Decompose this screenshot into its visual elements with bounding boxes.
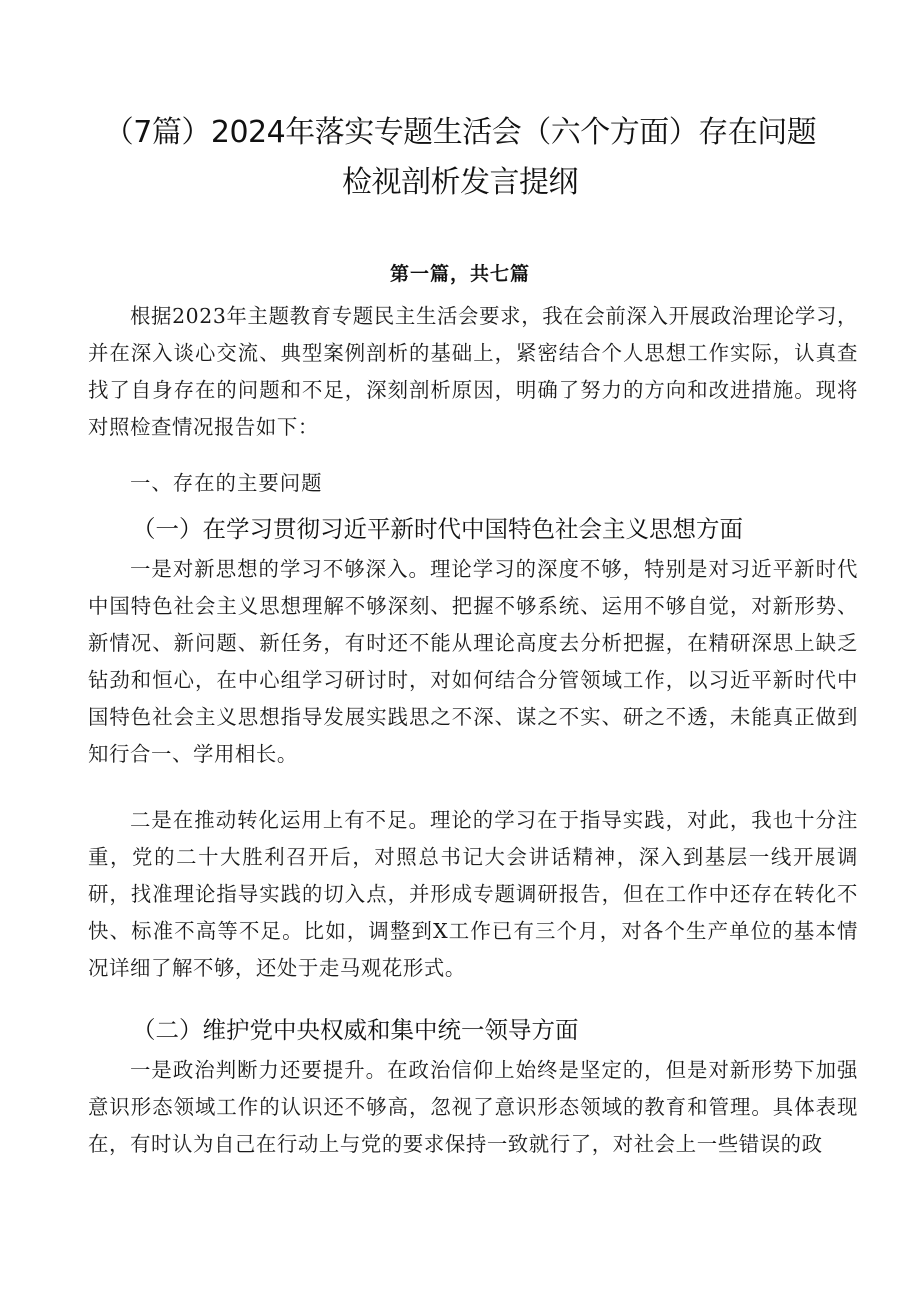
intro-paragraph: 根据2023年主题教育专题民主生活会要求，我在会前深入开展政治理论学习，并在深入谈心交流、典型案例剖析的基础上，紧密结合个人思想工作实际，认真查找了自身存在的问题和不足，深刻剖析原因，明确了努力的方向和改进措施。现将对照检查情况报告如下：: [88, 304, 858, 439]
subsection-heading-1: （一）在学习贯彻习近平新时代中国特色社会主义思想方面: [132, 515, 743, 543]
document-title-line1: （7篇）2024年落实专题生活会（六个方面）存在问题: [103, 115, 817, 150]
subsection-heading-2: （二）维护党中央权威和集中统一领导方面: [132, 1016, 579, 1044]
document-title-line2: 检视剖析发言提纲: [342, 165, 578, 200]
section-heading-main-problems: 一、存在的主要问题: [130, 471, 323, 495]
subsection1-paragraph-2: 二是在推动转化运用上有不足。理论的学习在于指导实践，对此，我也十分注重，党的二十大胜利召开后，对照总书记大会讲话精神，深入到基层一线开展调研，找准理论指导实践的切入点，并形成专题调研报告，但在工作中还存在转化不快、标准不高等不足。比如，调整到X工作已有三个月，对各个生产单位的基本情况详细了解不够，还处于走马观花形式。: [88, 808, 858, 980]
subsection1-paragraph-1: 一是对新思想的学习不够深入。理论学习的深度不够，特别是对习近平新时代中国特色社会主义思想理解不够深刻、把握不够系统、运用不够自觉，对新形势、新情况、新问题、新任务，有时还不能从理论高度去分析把握，在精研深思上缺乏钻劲和恒心，在中心组学习研讨时，对如何结合分管领域工作，以习近平新时代中国特色社会主义思想指导发展实践思之不深、谋之不实、研之不透，未能真正做到知行合一、学用相长。: [88, 557, 858, 766]
article-number-label: 第一篇，共七篇: [389, 263, 530, 285]
document-title: [60, 108, 860, 208]
subsection2-paragraph-1: 一是政治判断力还要提升。在政治信仰上始终是坚定的，但是对新形势下加强意识形态领域工作的认识还不够高，忽视了意识形态领域的教育和管理。具体表现在，有时认为自己在行动上与党的要求保持一致就行了，对社会上一些错误的政: [88, 1058, 858, 1156]
